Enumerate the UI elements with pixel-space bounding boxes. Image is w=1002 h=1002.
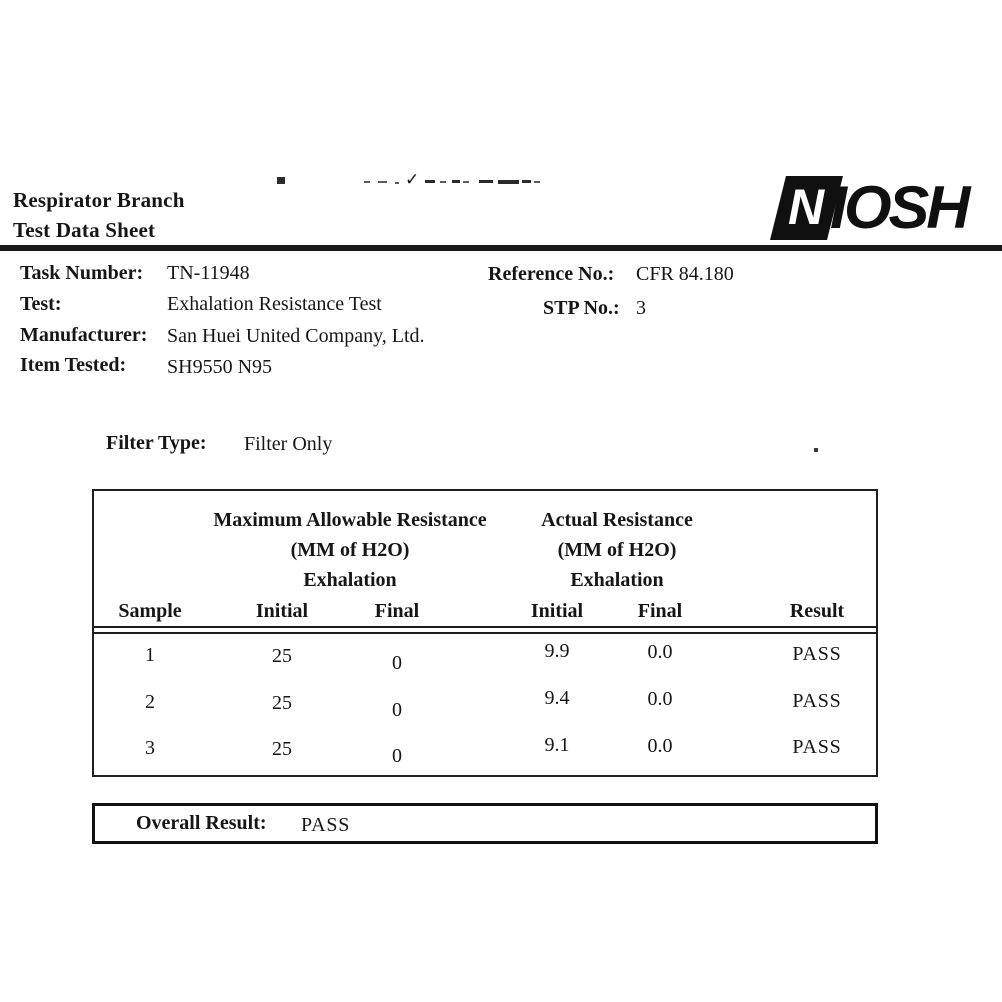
max-allowable-mode: Exhalation [303,569,397,591]
scan-artifact-dash [498,180,519,184]
overall-result-label: Overall Result: [136,812,267,834]
cell-max-initial: 25 [272,692,292,714]
results-table [92,489,878,777]
scan-artifact-dot [277,177,285,184]
task-number-value: TN-11948 [167,262,250,284]
column-header-act-final: Final [637,600,683,622]
actual-group-title: Actual Resistance [541,509,693,531]
cell-max-final: 0 [392,745,402,767]
cell-act-final: 0.0 [647,641,673,663]
cell-act-initial: 9.4 [544,687,570,709]
cell-sample: 3 [145,737,155,759]
column-header-sample: Sample [118,600,182,622]
overall-result-value: PASS [301,814,351,836]
test-label: Test: [20,293,62,315]
scan-artifact-dash [522,180,531,183]
reference-label: Reference No.: [488,263,615,285]
sheet-title: Test Data Sheet [13,218,156,242]
cell-sample: 1 [145,644,155,666]
scan-artifact-dash [452,180,460,183]
cell-sample: 2 [145,691,155,713]
column-header-result: Result [789,600,845,622]
cell-result: PASS [792,736,842,758]
item-tested-label: Item Tested: [20,354,127,376]
actual-mode: Exhalation [570,569,664,591]
column-header-act-initial: Initial [530,600,584,622]
cell-max-initial: 25 [272,645,292,667]
column-header-max-initial: Initial [255,600,309,622]
reference-value: CFR 84.180 [636,263,734,285]
overall-result-box [92,803,878,844]
item-tested-value: SH9550 N95 [167,356,273,378]
scan-artifact-dash [463,181,469,183]
scan-artifact-dash [479,180,493,183]
max-allowable-group-title: Maximum Allowable Resistance [213,509,487,531]
scan-artifact-dash [440,181,446,183]
scan-artifact-dash [364,181,370,183]
scan-artifact-dot [814,448,818,452]
cell-act-final: 0.0 [647,735,673,757]
scan-artifact-dash [378,181,387,183]
stp-label: STP No.: [543,297,620,319]
letterhead-rule [0,245,1002,251]
niosh-logo-n: N [788,179,825,235]
scan-artifact-dash [534,181,540,183]
manufacturer-value: San Huei United Company, Ltd. [167,325,425,347]
cell-act-initial: 9.9 [544,640,570,662]
stp-value: 3 [636,297,646,319]
manufacturer-label: Manufacturer: [20,324,148,346]
branch-title: Respirator Branch [13,188,185,212]
checkmark-artifact: ✓ [405,170,420,190]
cell-result: PASS [792,643,842,665]
header-double-rule [93,626,877,634]
scan-artifact-dash [425,180,435,183]
filter-type-label: Filter Type: [106,432,207,454]
filter-type-value: Filter Only [244,433,333,455]
scan-artifact-dash [395,182,399,184]
niosh-logo [766,173,994,243]
cell-act-final: 0.0 [647,688,673,710]
cell-result: PASS [792,690,842,712]
cell-max-final: 0 [392,652,402,674]
task-number-label: Task Number: [20,262,144,284]
column-header-max-final: Final [374,600,420,622]
actual-unit: (MM of H2O) [557,539,677,561]
cell-max-initial: 25 [272,738,292,760]
max-allowable-unit: (MM of H2O) [290,539,410,561]
niosh-logo-letters: IOSH [830,174,968,241]
test-value: Exhalation Resistance Test [167,293,382,315]
cell-act-initial: 9.1 [544,734,570,756]
cell-max-final: 0 [392,699,402,721]
